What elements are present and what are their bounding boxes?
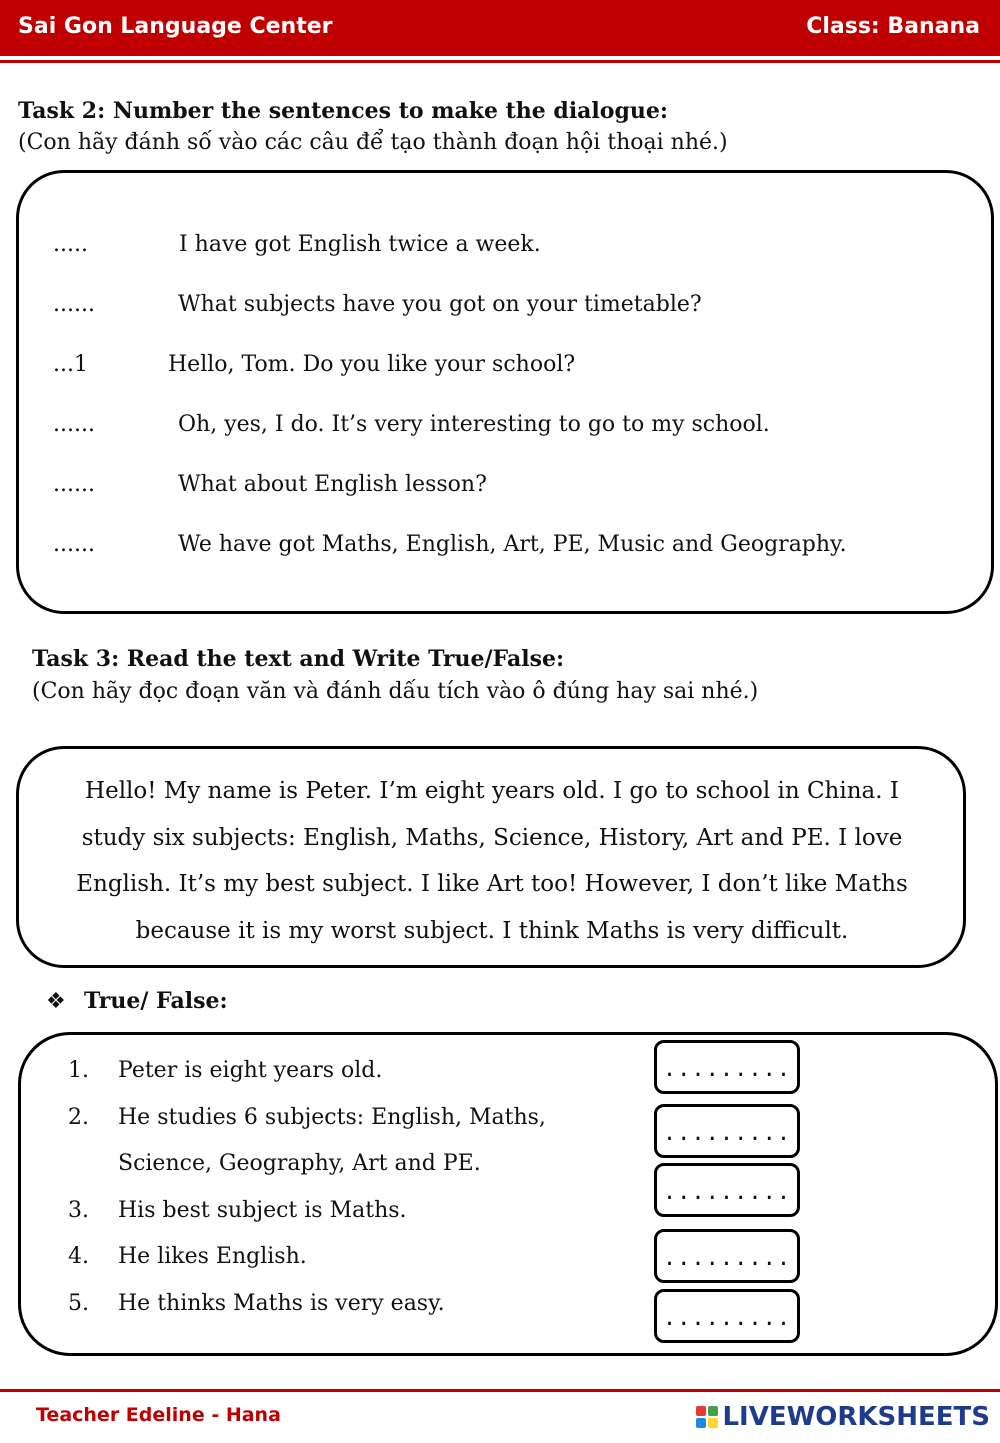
task2-title: Task 2: Number the sentences to make the dialogue: bbox=[18, 98, 668, 124]
dialogue-sentence: We have got Maths, English, Art, PE, Music and Geography. bbox=[178, 532, 847, 557]
center-name: Sai Gon Language Center bbox=[18, 14, 333, 39]
dialogue-number[interactable]: ...... bbox=[53, 472, 95, 497]
liveworksheets-grid-icon bbox=[696, 1406, 718, 1428]
tf-text: Peter is eight years old. bbox=[118, 1058, 383, 1083]
dialogue-sentence: I have got English twice a week. bbox=[179, 232, 541, 257]
dialogue-sentence: Oh, yes, I do. It’s very interesting to go to my school. bbox=[178, 412, 770, 437]
diamond-bullet-icon: ❖ bbox=[46, 989, 66, 1014]
tf-text: He likes English. bbox=[118, 1244, 307, 1269]
tf-number: 4. bbox=[68, 1244, 89, 1269]
passage-line: English. It’s my best subject. I like Art too! However, I don’t like Maths bbox=[76, 871, 908, 897]
dialogue-sentence: What subjects have you got on your timetable? bbox=[178, 292, 702, 317]
reading-passage bbox=[36, 768, 948, 954]
tf-number: 5. bbox=[68, 1291, 89, 1316]
task3-subtitle: (Con hãy đọc đoạn văn và đánh dấu tích vào ô đúng hay sai nhé.) bbox=[32, 679, 759, 704]
answer-box-1[interactable]: ......... bbox=[654, 1040, 800, 1094]
true-false-label: True/ False: bbox=[84, 988, 228, 1014]
true-false-heading bbox=[46, 988, 228, 1014]
passage-line: Hello! My name is Peter. I’m eight years old. I go to school in China. I bbox=[85, 778, 899, 804]
liveworksheets-wordmark: LIVEWORKSHEETS bbox=[722, 1402, 990, 1432]
answer-box-4[interactable]: ......... bbox=[654, 1229, 800, 1283]
answer-box-5[interactable]: ......... bbox=[654, 1289, 800, 1343]
passage-line: because it is my worst subject. I think Maths is very difficult. bbox=[135, 917, 849, 944]
dialogue-number[interactable]: ..... bbox=[53, 232, 88, 257]
dialogue-number[interactable]: ...1 bbox=[53, 352, 88, 377]
tf-number: 2. bbox=[68, 1105, 89, 1130]
dialogue-sentence: What about English lesson? bbox=[178, 472, 487, 497]
dialogue-number[interactable]: ...... bbox=[53, 532, 95, 557]
teacher-name: Teacher Edeline - Hana bbox=[36, 1404, 281, 1426]
tf-text: He thinks Maths is very easy. bbox=[118, 1291, 445, 1316]
task3-title: Task 3: Read the text and Write True/False: bbox=[32, 646, 565, 672]
answer-box-2[interactable]: ......... bbox=[654, 1104, 800, 1158]
answer-box-3[interactable]: ......... bbox=[654, 1163, 800, 1217]
passage-line: study six subjects: English, Maths, Science, History, Art and PE. I love bbox=[81, 824, 903, 851]
tf-text: His best subject is Maths. bbox=[118, 1198, 407, 1223]
tf-text: He studies 6 subjects: English, Maths, bbox=[118, 1105, 546, 1130]
task2-subtitle: (Con hãy đánh số vào các câu để tạo thành đoạn hội thoại nhé.) bbox=[18, 130, 728, 155]
liveworksheets-logo[interactable] bbox=[696, 1402, 990, 1432]
header-divider bbox=[0, 60, 1000, 63]
dialogue-number[interactable]: ...... bbox=[53, 412, 95, 437]
class-name: Class: Banana bbox=[806, 14, 980, 39]
dialogue-sentence: Hello, Tom. Do you like your school? bbox=[168, 352, 576, 377]
tf-number: 3. bbox=[68, 1198, 89, 1223]
tf-number: 1. bbox=[68, 1058, 89, 1083]
dialogue-number[interactable]: ...... bbox=[53, 292, 95, 317]
footer-divider bbox=[0, 1389, 1000, 1392]
tf-text: Science, Geography, Art and PE. bbox=[118, 1151, 481, 1176]
